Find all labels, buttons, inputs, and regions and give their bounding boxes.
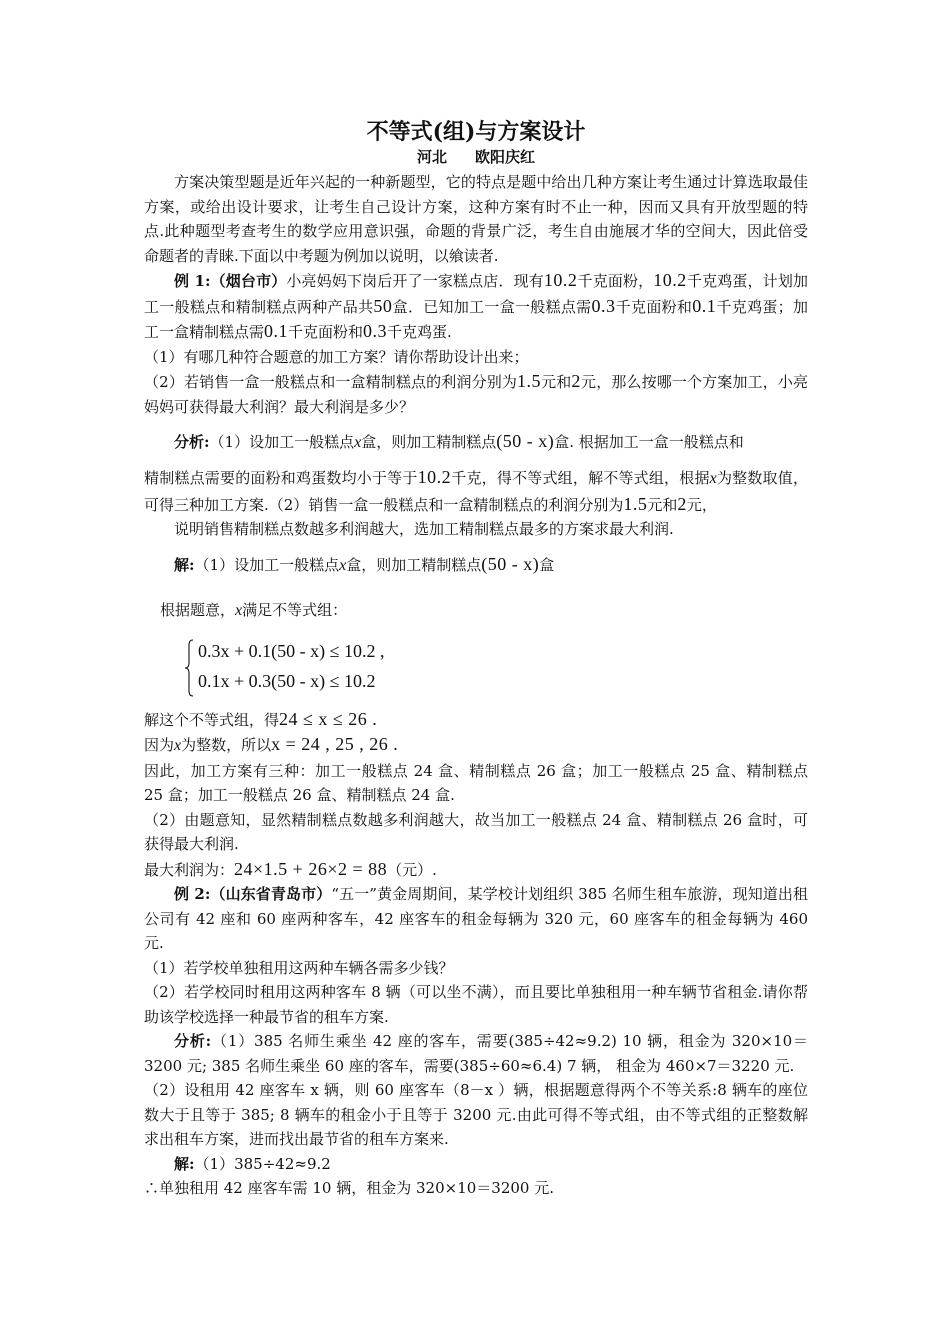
math-value: 0.3 — [363, 321, 388, 341]
text: 元和 — [647, 495, 678, 514]
document-page — [144, 118, 808, 1201]
inequality-2: 0.1x + 0.3(50 - x) ≤ 10.2 — [198, 670, 376, 691]
math-variable: x — [174, 737, 182, 754]
example1-question2 — [144, 369, 808, 419]
text: 盒 — [539, 555, 555, 574]
text: （1）设加工一般糕点 — [194, 555, 340, 574]
math-value: 50 — [373, 295, 393, 316]
author-name: 欧阳庆红 — [475, 148, 536, 166]
text: 为整数取值，可得三种加工方案.（2）销售一盒一般糕点和一盒精制糕点的利润分别为 — [144, 469, 808, 514]
text: 盒，则加工精制糕点 — [361, 433, 497, 451]
example1-plans: 因此，加工方案有三种：加工一般糕点 24 盒、精制糕点 26 盒；加工一般糕点 25 盒、精制糕点 25 盒；加工一般糕点 26 盒、精制糕点 24 盒. — [144, 761, 808, 804]
example1-label: 例 1:（烟台市） — [174, 272, 287, 290]
text: 千克，得不等式组，解不等式组，根据 — [451, 469, 710, 487]
text: 最大利润为： — [144, 860, 235, 879]
example1-statement — [144, 268, 808, 345]
math-value: 10.2 — [653, 270, 687, 290]
text: 盒，则加工精制糕点 — [346, 555, 482, 574]
math-expression: 24×1.5 + 26×2 = 88 — [234, 858, 388, 879]
example2-solution2: ∴单独租用 42 座客车需 10 辆，租金为 320×10＝3200 元. — [144, 1179, 555, 1197]
math-value: 0.1 — [264, 321, 289, 341]
text: 元， — [686, 495, 717, 514]
text: 为整数，所以 — [181, 736, 272, 754]
text: 小亮妈妈下岗后开了一家糕点店．现有 — [286, 272, 544, 290]
inequality-system — [184, 639, 808, 701]
solution-label: 解: — [174, 1154, 195, 1173]
text: 元和 — [541, 373, 572, 391]
text: （元）. — [387, 860, 437, 879]
text: 元，那么按哪一个方案加工，小亮妈妈可获得最大利润？最大利润是多少？ — [144, 373, 808, 416]
brace-icon — [184, 639, 194, 697]
example1-integer-values — [144, 732, 808, 759]
analysis-label: 分析: — [174, 433, 210, 451]
text: 千克鸡蛋. — [387, 323, 452, 341]
example1-question1: （1）有哪几种符合题意的加工方案？请你帮助设计出来； — [144, 347, 529, 366]
math-expression: (50 - x) — [481, 553, 540, 574]
example1-analysis-line1 — [144, 419, 808, 465]
example1-analysis-body — [144, 465, 808, 517]
example2-statement — [144, 882, 808, 956]
example1-solution-line2 — [144, 588, 808, 633]
text: 盒. 根据加工一盒一般糕点和 — [554, 433, 744, 451]
analysis-label: 分析: — [174, 1032, 212, 1050]
math-expression: 24 ≤ x ≤ 26 . — [279, 708, 378, 729]
text: 因为 — [144, 736, 175, 754]
text: “五一”黄金周期间，某学校计划组织 385 名师生租车旅游，现知道出租公司有 42 座和 60 座两种客车，42 座客车的租金每辆为 320 元，60 座客车的租金每辆为 460 元. — [144, 885, 808, 952]
example1-solution-line1 — [144, 542, 808, 588]
text: 千克面粉和 — [615, 297, 693, 316]
text: （1）设加工一般糕点 — [209, 433, 355, 451]
page-title: 不等式(组)与方案设计 — [366, 119, 586, 145]
text: 盒．已知加工一盒一般糕点需 — [392, 297, 592, 316]
text: 千克鸡蛋；加工一盒精制糕点需 — [144, 297, 808, 341]
math-expression: x = 24 , 25 , 26 . — [271, 734, 399, 754]
math-value: 10.2 — [543, 270, 578, 290]
math-value: 1.5 — [623, 493, 648, 514]
math-value: 0.1 — [692, 295, 717, 316]
text: 解这个不等式组，得 — [144, 710, 280, 729]
example2-analysis1 — [144, 1029, 808, 1078]
math-value: 0.3 — [591, 295, 616, 316]
example2-label: 例 2:（山东省青岛市） — [174, 885, 332, 903]
text: 千克面粉和 — [288, 323, 364, 341]
inequality-1: 0.3x + 0.1(50 - x) ≤ 10.2 , — [198, 640, 385, 661]
example1-solve-result — [144, 707, 808, 733]
text: （1）385 名师生乘坐 42 座的客车，需要(385÷42≈9.2) 10 辆，租金为 320×10＝3200 元; 385 名师生乘坐 60 座的客车，需要(385÷60≈6.4) 7 辆， 租金为 460×7＝3220 元. — [144, 1032, 808, 1075]
intro-paragraph: 方案决策型题是近年兴起的一种新题型，它的特点是题中给出几种方案让考生通过计算选取最佳方案，或给出设计要求，让考生自己设计方案，这种方案有时不止一种，因而又具有开放型题的特点.此种题型考查考生的数学应用意识强，命题的背景广泛，考生自由施展才华的空间大，因此倍受命题者的青睐.下面以中考题为例加以说明，以飨读者. — [144, 173, 808, 265]
text: 根据题意， — [160, 600, 236, 619]
text: （1）385÷42≈9.2 — [194, 1154, 331, 1173]
math-value: 2 — [677, 493, 687, 514]
author-region: 河北 — [416, 148, 447, 166]
text: 千克鸡蛋，计划加工一般糕点和精制糕点两种产品共 — [144, 272, 808, 316]
text: 精制糕点需要的面粉和鸡蛋数均小于等于 — [144, 469, 418, 487]
example2-solution1 — [144, 1152, 808, 1177]
example1-part2: （2）由题意知，显然精制糕点数越多利润越大，故当加工一般糕点 24 盒、精制糕点 26 盒时，可获得最大利润. — [144, 810, 808, 853]
math-value: 2 — [571, 371, 581, 391]
example1-analysis-conclusion: 说明销售精制糕点数越多利润越大，选加工精制糕点最多的方案求最大利润. — [174, 520, 674, 538]
math-variable: x — [235, 601, 243, 619]
math-expression: (50 - x) — [496, 431, 555, 451]
example2-question1: （1）若学校单独租用这两种车辆各需多少钱？ — [144, 958, 454, 977]
example2-question2: （2）若学校同时租用这两种客车 8 辆（可以坐不满），而且要比单独租用一种车辆节省租金.请你帮助该学校选择一种最节省的租车方案. — [144, 983, 808, 1026]
solution-label: 解: — [174, 555, 195, 574]
math-value: 10.2 — [417, 467, 452, 487]
math-variable: x — [354, 434, 362, 451]
author-line — [144, 146, 808, 168]
example2-analysis2: （2）设租用 42 座客车 x 辆，则 60 座客车（8－x ）辆，根据题意得两个不等关系:8 辆车的座位数大于且等于 385; 8 辆车的租金小于且等于 3200 元.由此可得不等式组，由不等式组的正整数解求出租车方案，进而找出最节省的租车方案来. — [144, 1081, 808, 1148]
math-value: 1.5 — [517, 371, 541, 391]
text: 满足不等式组： — [242, 600, 348, 619]
text: （2）若销售一盒一般糕点和一盒精制糕点的利润分别为 — [144, 373, 517, 391]
text: 千克面粉， — [577, 272, 654, 290]
math-variable: x — [709, 470, 717, 487]
example1-max-profit — [144, 857, 808, 883]
math-variable: x — [339, 556, 347, 574]
